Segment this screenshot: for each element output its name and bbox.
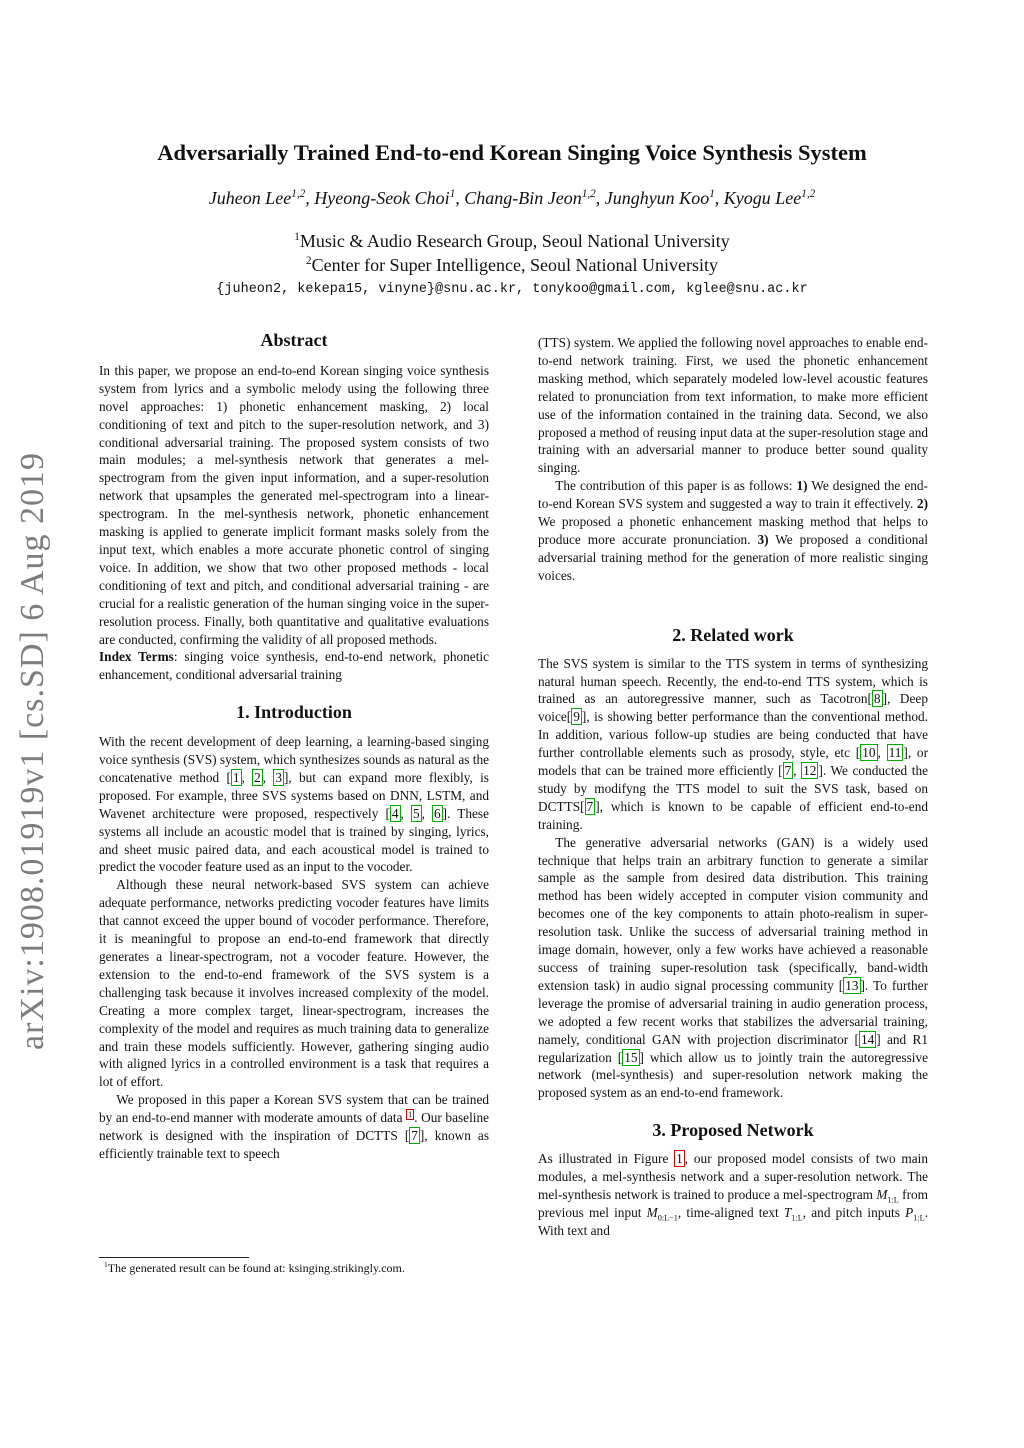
text-run: The generative adversarial networks (GAN) is a widely used technique that helps train an arbitrary function to generate a similar sample as the sample from desired data distribution. This training method has been widely accepted in computer vision community and becomes one of the key components to attain photo-realism in super-resolution task. Unlike the success of adversarial training method in image domain, however, only a few works have achieved a reasonable success of training super-resolution task (specifically, band-width extension task) in audio signal processing community [ bbox=[538, 834, 928, 993]
author-affil-mark: 1 bbox=[709, 188, 715, 200]
affiliation-text: Music & Audio Research Group, Seoul National University bbox=[299, 231, 730, 251]
abstract-heading: Abstract bbox=[260, 330, 328, 350]
related-paragraph bbox=[538, 834, 928, 1103]
citation-link[interactable]: 10 bbox=[862, 745, 876, 761]
contribution-paragraph bbox=[538, 477, 928, 584]
footnote-mark: 1 bbox=[104, 1260, 108, 1269]
citation-link[interactable]: 7 bbox=[586, 798, 594, 814]
citation-link[interactable]: 2 bbox=[254, 769, 261, 785]
section-heading-introduction: 1. Introduction bbox=[236, 702, 352, 723]
text-run: As illustrated in Figure bbox=[538, 1151, 675, 1167]
text-run: , and pitch inputs bbox=[802, 1204, 906, 1220]
text-run: , time-aligned text bbox=[677, 1204, 784, 1220]
contribution-marker: 3) bbox=[757, 531, 769, 547]
footnote-divider bbox=[99, 1257, 249, 1258]
index-terms-label: Index Terms bbox=[99, 649, 174, 665]
intro-paragraph: With the recent development of deep learning, a learning-based singing voice synthesis (SVS) system, which synthesizes sounds as natural as the concatenative method [ 1 , 2 , 3 ], but can expand more flexibly, is proposed. For example, three SVS systems based on DNN, LSTM, and Wavenet architecture were proposed, respectively [ 4 , 5 , 6 ]. These systems all include an acoustic model that is trained by singing, lyrics, and sheet music paired data, and each acoustical model is trained to predict the vocoder feature used as an input to the vocoder. bbox=[99, 734, 489, 875]
citation-link[interactable]: 7 bbox=[784, 763, 792, 779]
author-name: Chang-Bin Jeon bbox=[464, 188, 582, 208]
citation-link[interactable]: 12 bbox=[803, 763, 817, 779]
math-subscript: 1:L bbox=[913, 1213, 925, 1223]
citation-link[interactable]: 15 bbox=[624, 1049, 638, 1065]
text-run: . Our baseline network is designed with the inspiration of DCTTS [ bbox=[99, 1110, 490, 1144]
citation-link[interactable]: 1 bbox=[232, 769, 240, 785]
citation-link[interactable]: 3 bbox=[275, 769, 282, 785]
affiliation bbox=[0, 231, 1024, 252]
author-list: Juheon Lee$^{1,2}$, Hyeong-Seok Choi$^1$, Chang-Bin Jeon$^{1,2}$, Junghyun Koo$^1$, Kyogu Lee$^{1,2}$ bbox=[208, 188, 816, 208]
citation-link[interactable]: 9 bbox=[573, 709, 580, 725]
citation-link[interactable]: 11 bbox=[888, 745, 902, 761]
math-symbol: M bbox=[876, 1186, 888, 1202]
text-run: The contribution of this paper is as follows: bbox=[555, 478, 797, 494]
math-symbol: M bbox=[646, 1204, 658, 1220]
figure-link[interactable]: 1 bbox=[676, 1151, 683, 1167]
intro-paragraph: Although these neural network-based SVS system can achieve adequate performance, networks predicting vocoder features have limits that cannot exceed the upper bound of vocoder performance. Therefore, it is meaningful to propose an end-to-end framework that directly generates a linear-spectrogram, not a vocoder feature. However, the extension to the end-to-end framework of the SVS system is a challenging task because it involves increased complexity of the model. Creating a more complex target, linear-spectrogram, increases the complexity of the model and requires as much training data to generalize and train these models sufficiently. However, gathering singing audio with aligned lyrics in a controlled environment is a task that requires a lot of effort. bbox=[99, 877, 489, 1090]
affiliation bbox=[0, 255, 1024, 276]
text-run: . With text and bbox=[538, 1204, 929, 1238]
text-run: , our proposed model consists of two main modules, a mel-synthesis network and a super-resolution network. The mel-synthesis network is trained to produce a mel-spectrogram bbox=[538, 1151, 928, 1202]
text-run: ], but can expand more flexibly, is proposed. For example, three SVS systems based on DNN, LSTM, and Wavenet architecture were proposed, respectively [ bbox=[99, 769, 489, 821]
text-run: from previous mel input bbox=[538, 1186, 929, 1220]
math-symbol: T bbox=[783, 1204, 792, 1220]
proposed-paragraph bbox=[538, 1150, 928, 1240]
citation-link[interactable]: 13 bbox=[845, 977, 859, 993]
author-emails: {juheon2, kekepa15, vinyne}@snu.ac.kr, tonykoo@gmail.com, kglee@snu.ac.kr bbox=[216, 282, 808, 297]
left-column bbox=[99, 332, 489, 1163]
footnote-link[interactable]: 1 bbox=[408, 1109, 413, 1119]
index-terms-text: : singing voice synthesis, end-to-end network, phonetic enhancement, conditional adversarial training bbox=[99, 649, 489, 683]
arxiv-identifier[interactable]: arXiv:1908.01919v1 [cs.SD] 6 Aug 2019 bbox=[14, 452, 51, 1050]
text-run: ] and R1 regularization [ bbox=[538, 1031, 928, 1065]
citation-link[interactable]: 4 bbox=[391, 805, 399, 821]
section-heading-related-work: 2. Related work bbox=[672, 624, 794, 645]
text-run: ], known as efficiently trainable text to speech bbox=[99, 1128, 489, 1161]
abstract-body: In this paper, we propose an end-to-end Korean singing voice synthesis system from lyrics and a symbolic melody using the following three novel approaches: 1) phonetic enhancement masking, 2) local conditioning of text and pitch to the super-resolution network, and 3) conditional adversarial training. The proposed system consists of two main modules; a mel-synthesis network that generates a mel-spectrogram from the given input information, and a super-resolution network that upsamples the generated mel-spectrogram into a linear-spectrogram. In the mel-synthesis network, phonetic enhancement masking is applied to generate implicit formant masks solely from the input text, which enables a more accurate phonetic control of singing voice. In addition, we show that two other proposed methods - local conditioning of text and pitch, and conditional adversarial training - are crucial for a realistic generation of the human singing voice in the super-resolution process. Finally, both quantitative and qualitative evaluations are conducted, confirming the validity of all proposed methods. bbox=[99, 362, 489, 647]
text-run: With the recent development of deep learning, a learning-based singing voice synthesis (SVS) system, which synthesizes sounds as natural as the concatenative method [ bbox=[99, 734, 489, 785]
text-run: We proposed a conditional adversarial training method for the generation of more realistic singing voices. bbox=[538, 531, 928, 583]
text-run: ]. These systems all include an acoustic model that is trained by singing, lyrics, and sheet music paired data, and each acoustical model is trained to predict the vocoder feature used as an input to the vocoder. bbox=[99, 805, 489, 875]
author-affil-mark: 1,2 bbox=[291, 188, 306, 200]
right-column bbox=[538, 334, 928, 1240]
text-run: ] which allow us to jointly train the autoregressive network (mel-synthesis) and super-resolution network making the proposed system as an end-to-end framework. bbox=[538, 1049, 928, 1101]
citation-link[interactable]: 7 bbox=[411, 1128, 418, 1144]
text-run: ], or models that can be trained more efficiently [ bbox=[538, 745, 929, 779]
index-terms bbox=[99, 648, 489, 684]
citation-link[interactable]: 5 bbox=[412, 805, 420, 821]
author-affil-mark: 1,2 bbox=[801, 188, 816, 200]
related-paragraph: The SVS system is similar to the TTS system in terms of synthesizing natural human speech. Recently, the end-to-end TTS system, which is trained as an autoregressive manner, such as Tacotron[ 8 ], Deep voice[ 9 ], is showing better performance than the conventional method. In addition, various follow-up studies are being conducted that have further controllable elements such as prosody, style, etc [ 10 , 11 ], or models that can be trained more efficiently [ 7 , 12 ]. We conducted the study by modifyng the TTS model to suit the SVS task, based on DCTTS[ 7 ], which is known to be capable of efficient end-to-end training. bbox=[538, 655, 929, 832]
text-run: ], is showing better performance than the conventional method. In addition, various follow-up studies are being conducted that have further controllable elements such as prosody, style, etc [ bbox=[538, 709, 928, 761]
text-run: We proposed a phonetic enhancement masking method that helps to produce more accurate pronunciation. bbox=[538, 514, 928, 547]
author-affil-mark: 1 bbox=[449, 188, 456, 200]
text-run: We designed the end-to-end Korean SVS system and suggested a way to train it effectively. bbox=[538, 478, 928, 512]
author-name: Hyeong-Seok Choi bbox=[314, 188, 450, 208]
contribution-marker: 1) bbox=[796, 478, 808, 494]
math-subscript: 0:L−1 bbox=[657, 1213, 678, 1223]
math-subscript: 1:L bbox=[791, 1213, 803, 1223]
section-heading-proposed-network: 3. Proposed Network bbox=[652, 1120, 814, 1141]
math-subscript: 1:L bbox=[887, 1195, 899, 1205]
text-run: ]. We conducted the study by modifyng the TTS model to suit the SVS task, based on DCTTS[ bbox=[538, 763, 928, 814]
author-name: Kyogu Lee bbox=[723, 188, 802, 208]
text-run: ], Deep voice[ bbox=[538, 691, 928, 725]
author-name: Juheon Lee bbox=[208, 188, 292, 208]
author-name: Junghyun Koo bbox=[604, 188, 710, 208]
affiliation-text: Center for Super Intelligence, Seoul National University bbox=[311, 255, 718, 275]
intro-paragraph bbox=[99, 1091, 489, 1163]
paper-title: Adversarially Trained End-to-end Korean Singing Voice Synthesis System bbox=[157, 140, 867, 165]
citation-link[interactable]: 8 bbox=[873, 691, 881, 707]
affiliation-mark: 1 bbox=[294, 231, 300, 243]
author-affil-mark: 1,2 bbox=[581, 188, 596, 200]
citation-link[interactable]: 14 bbox=[860, 1031, 875, 1047]
affiliation-mark: 2 bbox=[306, 255, 312, 267]
math-symbol: P bbox=[905, 1204, 914, 1220]
text-run: We proposed in this paper a Korean SVS system that can be trained by an end-to-end manner with moderate amounts of data bbox=[99, 1092, 489, 1126]
text-run: ]. To further leverage the promise of adversarial training in audio generation process, we adopted a few recent works that stabilizes the adversarial training, namely, conditional GAN with projection discriminator [ bbox=[538, 977, 928, 1047]
citation-link[interactable]: 6 bbox=[434, 805, 441, 821]
contribution-marker: 2) bbox=[916, 496, 928, 512]
footnote bbox=[104, 1261, 489, 1276]
footnote-text: The generated result can be found at: ksinging.strikingly.com. bbox=[107, 1261, 405, 1275]
intro-continued-paragraph: (TTS) system. We applied the following novel approaches to enable end-to-end network training. First, we used the phonetic enhancement masking method, which separately modeled low-level acoustic features related to pronunciation from text information, to make more efficient use of the information contained in the training data. Second, we also proposed a method of reusing input data at the super-resolution stage and training with an adversarial manner to produce better sound quality singing. bbox=[538, 335, 928, 476]
text-run: The SVS system is similar to the TTS system in terms of synthesizing natural human speech. Recently, the end-to-end TTS system, which is trained as an autoregressive manner, such as Tacotron[ bbox=[538, 655, 928, 707]
text-run: ], which is known to be capable of efficient end-to-end training. bbox=[538, 798, 928, 832]
